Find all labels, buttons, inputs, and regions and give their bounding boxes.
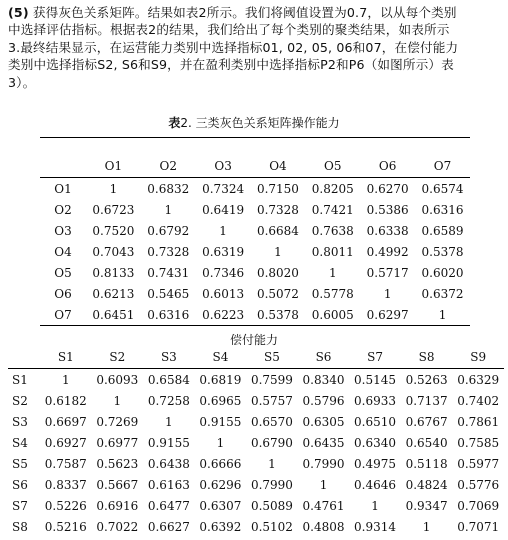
paragraph-line: 中选择评估指标。根据表2的结果，我们给出了每个类别的聚类结果，如表所示 [8, 22, 450, 38]
table-cell: 0.6297 [360, 304, 415, 326]
table-cell: 0.7069 [457, 498, 500, 513]
row-label: S5 [12, 456, 28, 471]
table-cell: 0.6319 [202, 244, 245, 259]
table-cell: 0.5623 [96, 456, 139, 471]
column-header: S9 [452, 346, 504, 369]
table-cell: 0.5977 [457, 456, 500, 471]
table-cell: 0.6589 [421, 223, 464, 238]
column-header: S3 [143, 346, 195, 369]
column-header: O1 [86, 155, 141, 178]
table-cell: 0.6340 [354, 435, 397, 450]
table-cell: 0.7587 [44, 456, 87, 471]
column-header: S8 [401, 346, 453, 369]
row-label: O6 [54, 286, 72, 301]
table-cell: 0.5263 [405, 372, 448, 387]
table-cell: 0.4992 [366, 244, 409, 259]
table-cell: 0.6213 [92, 286, 135, 301]
paragraph-line: 3）。 [8, 74, 36, 90]
table-row [8, 453, 504, 474]
solvency-table [8, 346, 504, 537]
table-cell: 0.7585 [457, 435, 500, 450]
table-cell: 0.6510 [354, 414, 397, 429]
table-cell: 0.6933 [354, 393, 397, 408]
table-row [40, 220, 470, 241]
table-cell: 1 [109, 181, 118, 196]
table-row [40, 241, 470, 262]
table-cell: 1 [274, 244, 282, 259]
column-header: O2 [141, 155, 196, 178]
table-cell: 0.6819 [199, 372, 242, 387]
row-label: O7 [40, 304, 86, 326]
table-cell: 0.6316 [141, 304, 196, 326]
table-cell: 0.7346 [202, 265, 245, 280]
table-cell: 0.6307 [199, 498, 242, 513]
row-label: O5 [54, 265, 72, 280]
table-cell: 0.8133 [92, 265, 135, 280]
table-header-row [8, 346, 504, 369]
step-number: (5) [8, 5, 29, 20]
table-cell: 1 [319, 477, 328, 492]
table-cell: 0.5776 [457, 477, 500, 492]
row-label: S8 [12, 519, 28, 534]
table-cell: 1 [164, 202, 173, 217]
table-cell: 0.6013 [202, 286, 245, 301]
table-cell: 0.8340 [302, 372, 345, 387]
table-cell: 0.8205 [311, 181, 354, 196]
table-row [8, 411, 504, 432]
row-label: O2 [54, 202, 72, 217]
table-cell: 0.7258 [147, 393, 190, 408]
row-label: S7 [12, 498, 28, 513]
table-row [40, 199, 470, 220]
column-header: O5 [305, 155, 360, 178]
table-cell: 0.7328 [147, 244, 190, 259]
table-cell: 0.6182 [44, 393, 87, 408]
table-cell: 0.6270 [366, 181, 409, 196]
table-cell: 0.7150 [256, 181, 299, 196]
table-cell: 0.9347 [405, 498, 448, 513]
table-cell: 0.5717 [366, 265, 409, 280]
table-cell: 0.6927 [44, 435, 87, 450]
table-cell: 0.6977 [96, 435, 139, 450]
column-header: O3 [196, 155, 251, 178]
table-cell: 0.5226 [44, 498, 87, 513]
table-cell: 0.4824 [405, 477, 448, 492]
table-row [40, 304, 470, 326]
table-cell: 0.7043 [92, 244, 135, 259]
table-cell: 0.6392 [199, 519, 242, 534]
table-cell: 0.6338 [366, 223, 409, 238]
column-header: S1 [40, 346, 92, 369]
table-cell: 0.6570 [250, 414, 293, 429]
table-cell: 0.7269 [96, 414, 139, 429]
table-cell: 0.6419 [202, 202, 245, 217]
table-cell: 0.7861 [457, 414, 500, 429]
table-cell: 0.5378 [421, 244, 464, 259]
table-cell: 0.5089 [250, 498, 293, 513]
table-row [8, 516, 504, 537]
column-header: S4 [195, 346, 247, 369]
table-cell: 0.7328 [256, 202, 299, 217]
table-cell: 0.6792 [147, 223, 190, 238]
table-cell: 0.6296 [199, 477, 242, 492]
operating-capacity-table [40, 155, 470, 326]
table-header-row [40, 155, 470, 178]
paragraph-line: 3.最终结果显示，在运营能力类别中选择指标01, 02, 05, 06和07，在偿付能力 [8, 39, 459, 55]
table-cell: 0.8337 [44, 477, 87, 492]
column-header [40, 155, 86, 178]
table-cell: 0.6005 [305, 304, 360, 326]
table-cell: 1 [328, 265, 337, 280]
solvency-section-title: 偿付能力 [229, 333, 278, 347]
table-cell: 0.6435 [302, 435, 345, 450]
table-cell: 0.7071 [457, 519, 500, 534]
table-cell: 0.4646 [354, 477, 397, 492]
table-cell: 0.5102 [250, 519, 293, 534]
table-cell: 1 [422, 519, 431, 534]
table-cell: 1 [268, 456, 276, 471]
table-cell: 0.5378 [251, 304, 306, 326]
paragraph-line: 类别中选择指标S2, S6和S9，并在盈利类别中选择指标P2和P6（如图所示）表 [8, 57, 454, 73]
table-cell: 1 [113, 393, 122, 408]
table-cell: 0.5465 [147, 286, 190, 301]
column-header: O7 [415, 155, 470, 178]
table-cell: 0.6666 [199, 456, 242, 471]
row-label: S6 [12, 477, 28, 492]
table-cell: 0.6584 [147, 372, 190, 387]
table-cell: 0.6832 [147, 181, 190, 196]
table-cell: 0.7431 [147, 265, 190, 280]
row-label: S1 [12, 372, 28, 387]
table-row [40, 283, 470, 304]
table-cell: 0.6163 [147, 477, 190, 492]
table-cell: 0.7402 [457, 393, 500, 408]
table-cell: 1 [415, 304, 470, 326]
table-cell: 0.7638 [311, 223, 354, 238]
table-row [8, 369, 504, 391]
table-cell: 1 [216, 435, 225, 450]
table-cell: 0.4975 [354, 456, 397, 471]
table-row [40, 262, 470, 283]
column-header [8, 346, 40, 369]
row-label: O3 [54, 223, 72, 238]
table-cell: 0.9155 [147, 435, 190, 450]
table-cell: 0.6316 [421, 202, 464, 217]
row-label: O1 [54, 181, 72, 196]
table-cell: 0.6697 [44, 414, 87, 429]
table-cell: 1 [371, 498, 379, 513]
table-cell: 0.7990 [250, 477, 293, 492]
table-cell: 0.7137 [405, 393, 448, 408]
table-row [8, 474, 504, 495]
table-cell: 0.7520 [92, 223, 135, 238]
table-cell: 0.7599 [250, 372, 293, 387]
body-paragraph [8, 4, 502, 91]
table-cell: 0.5386 [366, 202, 409, 217]
table-cell: 0.9155 [199, 414, 242, 429]
table-cell: 0.4808 [302, 519, 345, 534]
table-cell: 0.6916 [96, 498, 139, 513]
table-cell: 0.6627 [147, 519, 190, 534]
table-cell: 0.6723 [92, 202, 135, 217]
table-cell: 0.6372 [421, 286, 464, 301]
table-cell: 0.5778 [311, 286, 354, 301]
table-cell: 0.6574 [421, 181, 464, 196]
table-cell: 1 [165, 414, 173, 429]
caption-text: 2. 三类灰色关系矩阵操作能力 [180, 116, 340, 130]
table-cell: 0.6329 [457, 372, 500, 387]
table-cell: 0.6223 [196, 304, 251, 326]
table-cell: 0.6305 [302, 414, 345, 429]
table-row [8, 432, 504, 453]
table-cell: 0.5667 [96, 477, 139, 492]
table-cell: 0.8011 [311, 244, 354, 259]
row-label: S2 [12, 393, 28, 408]
table-cell: 0.9314 [354, 519, 397, 534]
column-header: S5 [246, 346, 298, 369]
table-cell: 1 [61, 372, 70, 387]
table-cell: 0.6965 [199, 393, 242, 408]
table-cell: 0.6767 [405, 414, 448, 429]
table-cell: 0.6438 [147, 456, 190, 471]
table-cell: 0.6790 [250, 435, 293, 450]
row-label: S3 [12, 414, 28, 429]
table-cell: 1 [383, 286, 392, 301]
row-label: S4 [12, 435, 28, 450]
caption-label: 表 [168, 116, 181, 130]
table-cell: 0.5216 [44, 519, 87, 534]
column-header: O6 [360, 155, 415, 178]
table-cell: 0.6540 [405, 435, 448, 450]
table-row [8, 390, 504, 411]
table-cell: 1 [219, 223, 227, 238]
table-cell: 0.6451 [86, 304, 141, 326]
table-cell: 0.5118 [405, 456, 448, 471]
paragraph-line: 获得灰色关系矩阵。结果如表2所示。我们将阈值设置为0.7，以从每个类别 [28, 5, 457, 20]
table-caption [0, 114, 508, 131]
table-cell: 0.6684 [256, 223, 299, 238]
table-cell: 0.5145 [354, 372, 397, 387]
table-row [8, 495, 504, 516]
table-cell: 0.7990 [302, 456, 345, 471]
column-header: O4 [251, 155, 306, 178]
table-top-rule [40, 137, 470, 138]
table-cell: 0.5796 [302, 393, 345, 408]
column-header: S7 [349, 346, 401, 369]
table-cell: 0.8020 [256, 265, 299, 280]
table-cell: 0.7421 [311, 202, 354, 217]
column-header: S6 [298, 346, 350, 369]
table-cell: 0.4761 [302, 498, 345, 513]
row-label: O4 [54, 244, 72, 259]
table-cell: 0.5072 [256, 286, 299, 301]
table-cell: 0.6020 [421, 265, 464, 280]
table-cell: 0.7324 [202, 181, 245, 196]
table-cell: 0.7022 [96, 519, 139, 534]
column-header: S2 [92, 346, 144, 369]
table-cell: 0.5757 [250, 393, 293, 408]
table-cell: 0.6093 [96, 372, 139, 387]
table-cell: 0.6477 [147, 498, 190, 513]
table-row [40, 178, 470, 200]
